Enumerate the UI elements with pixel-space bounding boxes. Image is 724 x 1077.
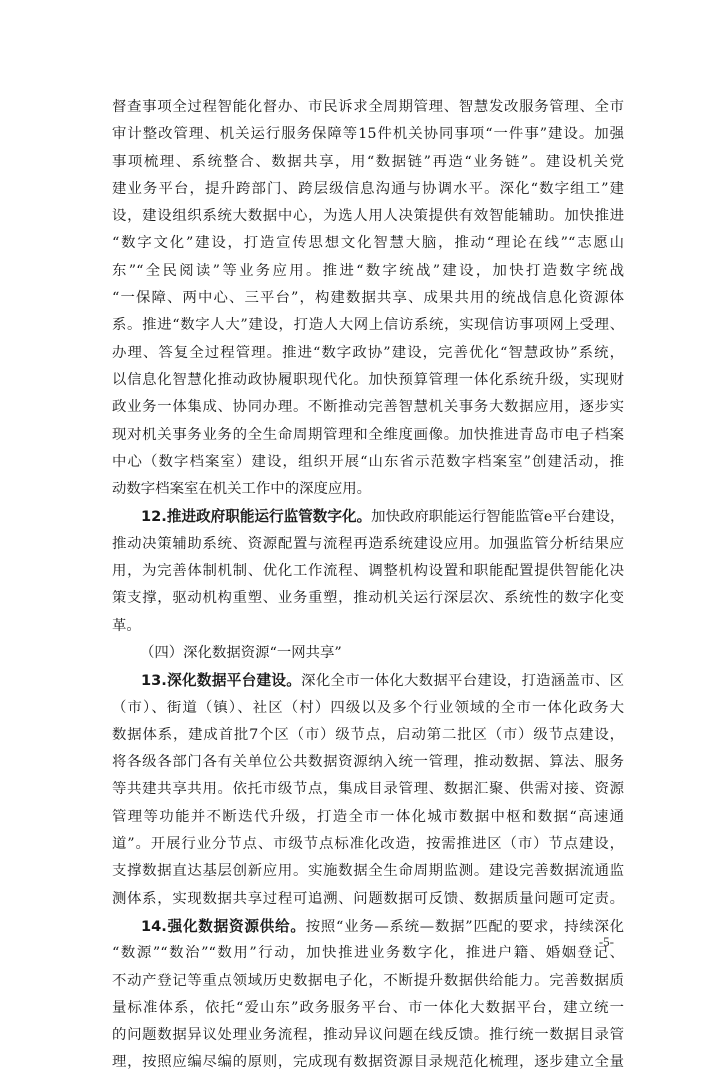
- text-line: 理，按照应编尽编的原则，完成现有数据资源目录规范化梳理，逐步建立全量: [112, 1054, 624, 1071]
- section-14: [112, 913, 624, 1077]
- text-line: “数字文化”建设，打造宣传思想文化智慧大脑，推动“理论在线”“志愿山: [112, 235, 624, 252]
- text-line: （市）、街道（镇）、社区（村）四级以及多个行业领域的全市一体化政务大: [112, 699, 624, 716]
- text-line: 等共建共享共用。依托市级节点，集成目录管理、数据汇聚、供需对接、资源: [112, 781, 624, 798]
- text-line: 测体系，实现数据共享过程可追溯、问题数据可反馈、数据质量问题可定责。: [112, 890, 624, 907]
- text-line: “数源”“数治”“数用”行动，加快推进业务数字化，推进户籍、婚姻登记、: [112, 945, 624, 962]
- text-line: 革。: [112, 617, 141, 634]
- paragraph-continuation: [112, 94, 624, 503]
- section-13-first-text: 深化全市一体化大数据平台建设，打造涵盖市、区: [301, 673, 624, 690]
- text-line: 政业务一体集成、协同办理。不断推动完善智慧机关事务大数据应用，逐步实: [112, 399, 624, 416]
- text-line: 中心（数字档案室）建设，组织开展“山东省示范数字档案室”创建活动，推: [112, 453, 624, 470]
- section-13-first-line: [112, 667, 624, 694]
- text-line: 数据体系，建成首批7个区（市）级节点，启动第二批区（市）级节点建设，: [112, 726, 624, 743]
- text-line: 推动决策辅助系统、资源配置与流程再造系统建设应用。加强监管分析结果应: [112, 535, 624, 552]
- text-line: 用，为完善体制机制、优化工作流程、调整机构设置和职能配置提供智能化决: [112, 563, 624, 580]
- text-line: 东”“全民阅读”等业务应用。推进“数字统战”建设，加快打造数字统战: [112, 262, 624, 279]
- section-14-first-line: [112, 913, 624, 940]
- text-line: 不动产登记等重点领域历史数据电子化，不断提升数据供给能力。完善数据质: [112, 972, 624, 989]
- text-line: 管理等功能并不断迭代升级，打造全市一体化城市数据中枢和数据“高速通: [112, 808, 624, 825]
- text-line: 督查事项全过程智能化督办、市民诉求全周期管理、智慧发改服务管理、全市: [112, 99, 624, 115]
- text-line: 设，建设组织系统大数据中心，为选人用人决策提供有效智能辅助。加快推进: [112, 208, 624, 225]
- text-line: 道”。开展行业分节点、市级节点标准化改造，按需推进区（市）节点建设，: [112, 836, 624, 853]
- text-line: 办理、答复全过程管理。推进“数字政协”建设，完善优化“智慧政协”系统，: [112, 344, 624, 361]
- text-line: 支撑数据直达基层创新应用。实施数据全生命周期监测。建设完善数据流通监: [112, 863, 624, 880]
- text-line: 的问题数据异议处理业务流程，推动异议问题在线反馈。推行统一数据目录管: [112, 1027, 624, 1044]
- section-12-heading: 12.推进政府职能运行监管数字化。: [141, 508, 372, 526]
- section-14-first-text: 按照“业务—系统—数据”匹配的要求，持续深化: [305, 918, 624, 935]
- text-line: 现对机关事务业务的全生命周期管理和全维度画像。加快推进青岛市电子档案: [112, 426, 624, 443]
- text-line: 量标准体系，依托“爱山东”政务服务平台、市一体化大数据平台，建立统一: [112, 999, 624, 1016]
- page-number: -5-: [598, 934, 614, 949]
- text-line: “一保障、两中心、三平台”，构建数据共享、成果共用的统战信息化资源体: [112, 290, 624, 307]
- section-14-heading: 14.强化数据资源供给。: [141, 917, 306, 935]
- document-body: [112, 94, 624, 1077]
- text-line: 动数字档案室在机关工作中的深度应用。: [112, 481, 372, 498]
- section-13: [112, 667, 624, 913]
- section-12-first-text: 加快政府职能运行智能监管e平台建设，: [371, 509, 624, 526]
- subsection-title: （四）深化数据资源“一网共享”: [140, 644, 342, 661]
- section-12: [112, 503, 624, 639]
- section-13-heading: 13.深化数据平台建设。: [141, 672, 302, 690]
- text-line: 策支撑，驱动机构重塑、业务重塑，推动机关运行深层次、系统性的数字化变: [112, 590, 624, 607]
- text-line: 审计整改管理、机关运行服务保障等15件机关协同事项“一件事”建设。加强: [112, 126, 624, 143]
- text-line: 将各级各部门各有关单位公共数据资源纳入统一管理，推动数据、算法、服务: [112, 754, 624, 771]
- text-line: 事项梳理、系统整合、数据共享，用“数据链”再造“业务链”。建设机关党: [112, 153, 624, 170]
- text-line: 以信息化智慧化推动政协履职现代化。加快预算管理一体化系统升级，实现财: [112, 371, 624, 388]
- section-12-first-line: [112, 503, 624, 530]
- text-line: 建业务平台，提升跨部门、跨层级信息沟通与协调水平。深化“数字组工”建: [112, 180, 624, 197]
- text-line: 系。推进“数字人大”建设，打造人大网上信访系统，实现信访事项网上受理、: [112, 317, 624, 334]
